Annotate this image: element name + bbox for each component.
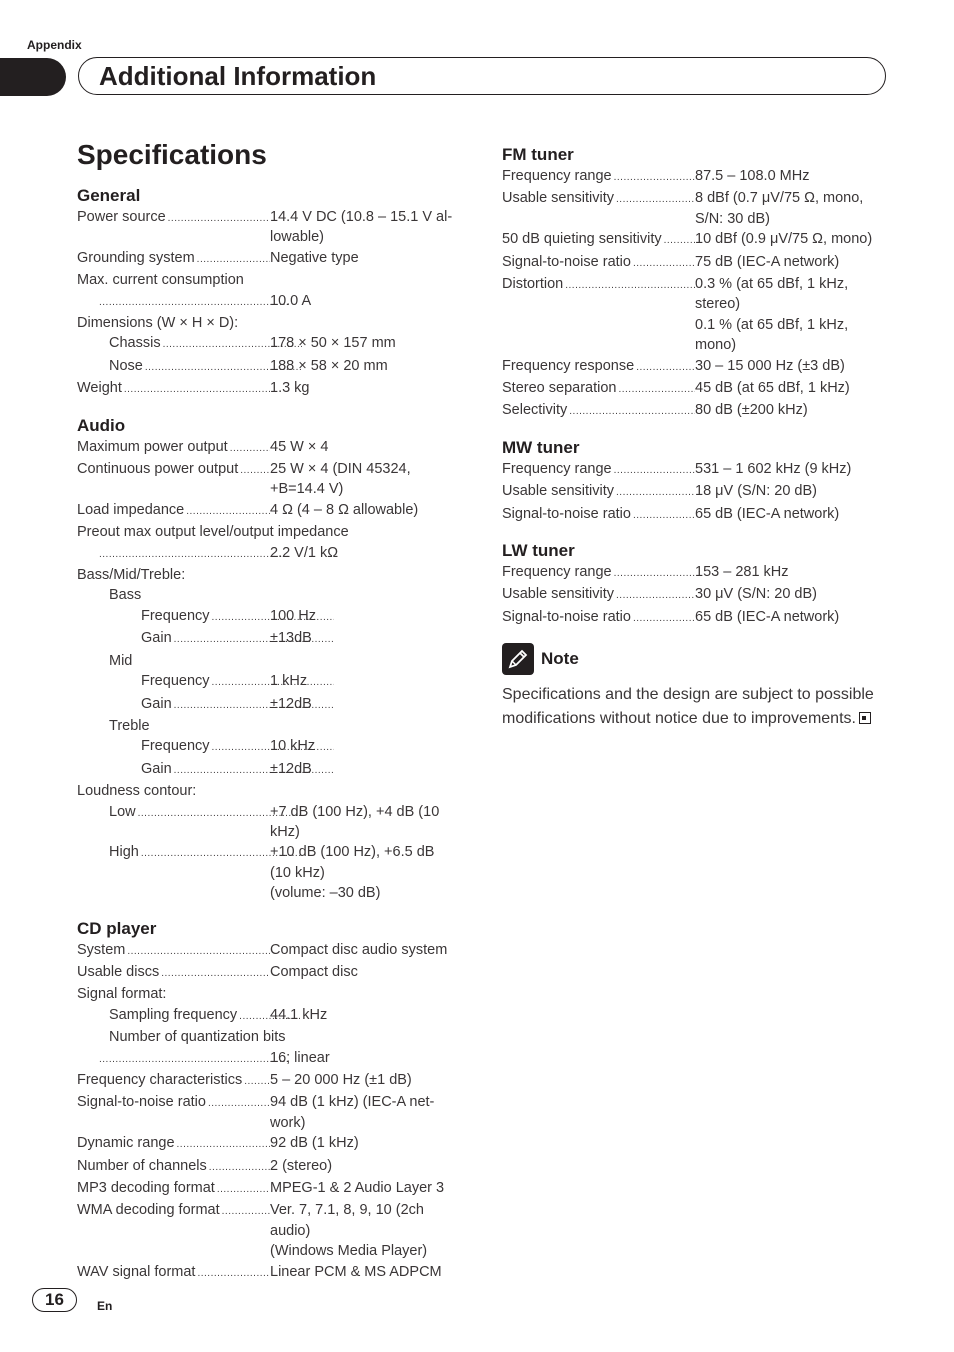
spec-group <box>502 437 884 526</box>
spec-value <box>695 504 885 524</box>
dot-leader <box>228 437 270 459</box>
spec-value <box>270 759 465 779</box>
spec-label: Number of quantization bits <box>109 1029 286 1046</box>
spec-label: Maximum power output <box>77 438 228 455</box>
spec-label: Stereo separation <box>502 380 617 397</box>
spec-value <box>695 459 885 479</box>
spec-value-line: 0.1 % (at 65 dBf, 1 kHz, <box>695 316 849 333</box>
spec-value <box>270 459 465 500</box>
spec-label: Bass/Mid/Treble: <box>77 567 186 584</box>
spec-value-line: ±12dB <box>270 760 312 777</box>
spec-group-title: General <box>77 186 141 205</box>
dot-leader <box>195 248 270 270</box>
spec-label: Signal-to-noise ratio <box>502 253 631 270</box>
spec-row <box>502 584 884 606</box>
spec-row <box>502 356 884 378</box>
dot-leader <box>159 962 270 984</box>
spec-value-line: Linear PCM & MS ADPCM <box>270 1263 442 1280</box>
spec-value-line: 10 kHz <box>270 738 316 755</box>
spec-value-line: 1 kHz <box>270 673 308 690</box>
spec-row <box>77 842 462 903</box>
spec-value-line: 2.2 V/1 kΩ <box>270 544 339 561</box>
spec-group-title: MW tuner <box>502 437 580 457</box>
spec-value <box>270 736 465 756</box>
spec-value <box>270 1092 465 1133</box>
spec-value-line: 4 Ω (4 – 8 Ω allowable) <box>270 501 419 518</box>
spec-value <box>270 671 465 691</box>
spec-value <box>695 607 885 627</box>
spec-label: System <box>77 941 126 958</box>
spec-group-title: CD player <box>77 918 157 938</box>
spec-value <box>270 356 465 376</box>
dot-leader <box>97 1048 290 1070</box>
spec-label: Frequency range <box>502 460 612 477</box>
section-header-bar <box>78 57 886 95</box>
spec-value-line: 94 dB (1 kHz) (IEC-A net- <box>270 1094 435 1111</box>
spec-label: Continuous power output <box>77 461 239 478</box>
spec-value <box>270 207 465 248</box>
note-label: Note <box>541 649 579 669</box>
spec-row <box>77 248 462 270</box>
spec-list <box>502 166 884 423</box>
right-column <box>502 144 884 731</box>
spec-value <box>270 248 465 268</box>
spec-value <box>270 606 465 626</box>
spec-value <box>270 962 465 982</box>
spec-row <box>502 229 884 251</box>
spec-row <box>77 522 462 542</box>
spec-row <box>502 607 884 629</box>
spec-value-line: 14.4 V DC (10.8 – 15.1 V al- <box>270 209 453 225</box>
dot-leader <box>631 504 695 526</box>
spec-row <box>77 313 462 333</box>
spec-row <box>502 166 884 188</box>
spec-value-line: kHz) <box>270 823 300 840</box>
spec-value <box>270 940 465 960</box>
spec-label: Bass <box>109 587 142 604</box>
spec-value-line: 45 W × 4 <box>270 438 329 455</box>
spec-value <box>270 500 465 520</box>
spec-value <box>695 274 885 356</box>
spec-value <box>695 400 885 420</box>
spec-row <box>77 716 462 736</box>
spec-label: Selectivity <box>502 402 568 419</box>
spec-value-line: ±12dB <box>270 695 312 712</box>
spec-value <box>695 481 885 501</box>
spec-value-line: 100 Hz <box>270 607 316 624</box>
spec-value-line: 188 × 58 × 20 mm <box>270 357 388 374</box>
spec-value <box>270 1005 465 1025</box>
spec-label: Signal format: <box>77 986 167 1003</box>
spec-value-line: 30 μV (S/N: 20 dB) <box>695 586 817 603</box>
spec-row <box>502 188 884 229</box>
page-number: 16 <box>32 1288 77 1312</box>
spec-row <box>502 400 884 422</box>
dot-leader <box>125 940 270 962</box>
spec-label: Chassis <box>109 335 161 352</box>
spec-label: Frequency <box>141 673 210 690</box>
spec-value-line: (volume: –30 dB) <box>270 885 381 902</box>
dot-leader <box>563 274 695 296</box>
spec-label: Signal-to-noise ratio <box>502 608 631 625</box>
spec-group <box>77 415 462 904</box>
spec-row <box>77 736 462 758</box>
spec-label: Usable sensitivity <box>502 483 615 500</box>
spec-label: Frequency characteristics <box>77 1071 243 1088</box>
spec-list <box>502 459 884 526</box>
spec-value <box>270 1048 465 1068</box>
spec-label: Dimensions (W × H × D): <box>77 315 239 332</box>
spec-label: Frequency <box>141 738 210 755</box>
dot-leader <box>634 356 695 378</box>
spec-row <box>77 270 462 290</box>
spec-value-line: +7 dB (100 Hz), +4 dB (10 <box>270 803 440 820</box>
spec-value <box>695 378 885 398</box>
spec-list <box>77 207 462 401</box>
spec-value-line: 44.1 kHz <box>270 1006 328 1023</box>
spec-row <box>77 1027 462 1047</box>
spec-value <box>695 229 885 249</box>
spec-value-line: Compact disc <box>270 963 358 980</box>
spec-label: Frequency range <box>502 168 612 184</box>
left-column <box>77 185 462 1298</box>
language-code: En <box>97 1299 113 1313</box>
spec-value <box>695 252 885 272</box>
spec-value-line: 87.5 – 108.0 MHz <box>695 168 810 184</box>
spec-label: Grounding system <box>77 249 195 266</box>
spec-value-line: 18 μV (S/N: 20 dB) <box>695 483 817 500</box>
spec-row <box>77 651 462 671</box>
section-tab-marker <box>0 58 66 96</box>
spec-value <box>695 166 885 186</box>
spec-row <box>502 252 884 274</box>
dot-leader <box>614 188 695 210</box>
dot-leader <box>631 252 695 274</box>
spec-label: Distortion <box>502 276 564 293</box>
dot-leader <box>567 400 695 422</box>
spec-row <box>77 1048 462 1070</box>
note-body: Specifications and the design are subject to possible modifications without notice due to improvements. <box>502 686 874 728</box>
spec-value-line: 80 dB (±200 kHz) <box>695 402 808 419</box>
spec-value <box>695 562 885 582</box>
pencil-icon <box>502 643 534 675</box>
spec-row <box>77 802 462 843</box>
spec-row <box>502 378 884 400</box>
spec-value <box>270 1070 465 1090</box>
spec-value <box>270 333 465 353</box>
spec-value <box>695 584 885 604</box>
spec-row <box>77 207 462 248</box>
spec-label: Nose <box>109 357 143 374</box>
spec-value <box>270 1178 465 1198</box>
spec-value-line: 10.0 A <box>270 292 312 309</box>
spec-row <box>77 565 462 585</box>
spec-value-line: Compact disc audio system <box>270 941 448 958</box>
spec-row <box>77 1092 462 1133</box>
spec-value <box>270 1156 465 1176</box>
spec-value-line: (10 kHz) <box>270 864 325 881</box>
spec-row <box>77 940 462 962</box>
dot-leader <box>238 459 270 481</box>
spec-value-line: 0.3 % (at 65 dBf, 1 kHz, <box>695 276 849 293</box>
spec-value-line: 8 dBf (0.7 μV/75 Ω, mono, <box>695 190 864 207</box>
spec-value-line: 531 – 1 602 kHz (9 kHz) <box>695 460 852 477</box>
dot-leader <box>242 1070 270 1092</box>
spec-row <box>77 585 462 605</box>
note-text <box>502 683 887 731</box>
spec-value-line: (Windows Media Player) <box>270 1243 428 1260</box>
spec-value <box>270 628 465 648</box>
spec-group <box>502 540 884 629</box>
spec-label: WAV signal format <box>77 1263 196 1280</box>
right-spec-groups <box>502 144 884 629</box>
spec-list <box>77 437 462 904</box>
spec-label: Signal-to-noise ratio <box>502 505 631 522</box>
spec-row <box>77 543 462 565</box>
spec-value-line: 2 (stereo) <box>270 1157 333 1174</box>
spec-value <box>270 694 465 714</box>
spec-value-line: MPEG-1 & 2 Audio Layer 3 <box>270 1179 445 1196</box>
dot-leader <box>122 378 270 400</box>
spec-row <box>77 984 462 1004</box>
spec-label: High <box>109 844 139 861</box>
spec-value-line: 25 W × 4 (DIN 45324, <box>270 461 411 478</box>
spec-row <box>77 333 462 355</box>
spec-list <box>77 940 462 1284</box>
spec-label: Usable discs <box>77 963 160 980</box>
dot-leader <box>97 291 290 313</box>
spec-row <box>77 962 462 984</box>
spec-label: Loudness contour: <box>77 783 197 800</box>
spec-label: Gain <box>141 630 172 647</box>
dot-leader <box>612 562 695 584</box>
spec-value <box>270 802 465 843</box>
spec-label: Usable sensitivity <box>502 190 615 207</box>
section-title: Additional Information <box>99 61 377 91</box>
end-mark-icon <box>859 712 871 724</box>
spec-label: Frequency range <box>502 564 612 581</box>
dot-leader <box>97 543 290 565</box>
spec-label: Signal-to-noise ratio <box>77 1094 206 1111</box>
spec-label: Number of channels <box>77 1157 207 1174</box>
note-header <box>502 643 884 675</box>
spec-value <box>270 543 465 563</box>
spec-label: Frequency <box>141 607 210 624</box>
spec-value-line: 65 dB (IEC-A network) <box>695 608 840 625</box>
spec-value-line: 5 – 20 000 Hz (±1 dB) <box>270 1071 412 1088</box>
spec-value-line: audio) <box>270 1222 311 1239</box>
spec-value-line: 16; linear <box>270 1049 330 1066</box>
spec-value <box>270 1200 465 1261</box>
spec-row <box>77 781 462 801</box>
spec-row <box>77 291 462 313</box>
spec-row <box>77 1262 462 1284</box>
spec-value <box>270 378 465 398</box>
spec-label: Frequency response <box>502 357 635 374</box>
dot-leader <box>195 1262 270 1284</box>
spec-value-line: lowable) <box>270 229 324 246</box>
dot-leader <box>614 481 695 503</box>
spec-value-line: 30 – 15 000 Hz (±3 dB) <box>695 357 845 374</box>
spec-value-line: 92 dB (1 kHz) <box>270 1135 359 1152</box>
spec-row <box>77 694 462 716</box>
spec-row <box>77 1005 462 1027</box>
spec-row <box>77 378 462 400</box>
spec-value-line: 1.3 kg <box>270 380 310 397</box>
dot-leader <box>220 1200 270 1222</box>
spec-value-line: +B=14.4 V) <box>270 481 344 498</box>
spec-row <box>502 504 884 526</box>
spec-value <box>270 1133 465 1153</box>
spec-label: Dynamic range <box>77 1135 175 1152</box>
spec-label: Treble <box>109 717 150 734</box>
spec-value-line: 153 – 281 kHz <box>695 564 789 581</box>
spec-label: Load impedance <box>77 501 185 518</box>
spec-label: Weight <box>77 380 122 397</box>
spec-label: WMA decoding format <box>77 1202 220 1219</box>
spec-row <box>77 671 462 693</box>
dot-leader <box>215 1178 270 1200</box>
spec-row <box>77 1133 462 1155</box>
spec-value <box>695 188 885 229</box>
spec-label: Gain <box>141 695 172 712</box>
dot-leader <box>166 207 270 229</box>
dot-leader <box>614 584 695 606</box>
spec-group <box>77 918 462 1284</box>
spec-value-line: ±13dB <box>270 630 312 647</box>
spec-label: Max. current consumption <box>77 272 244 289</box>
spec-value-line: 178 × 50 × 157 mm <box>270 335 396 352</box>
dot-leader <box>631 607 695 629</box>
spec-row <box>502 562 884 584</box>
spec-value-line: 45 dB (at 65 dBf, 1 kHz) <box>695 380 850 397</box>
spec-value-line: Ver. 7, 7.1, 8, 9, 10 (2ch <box>270 1202 424 1219</box>
spec-row <box>502 274 884 356</box>
spec-value <box>270 437 465 457</box>
dot-leader <box>206 1092 270 1114</box>
spec-row <box>77 1200 462 1261</box>
spec-label: Low <box>109 803 136 820</box>
spec-row <box>77 1156 462 1178</box>
spec-value-line: 10 dBf (0.9 μV/75 Ω, mono) <box>695 231 873 248</box>
spec-row <box>77 1178 462 1200</box>
spec-value-line: S/N: 30 dB) <box>695 210 770 227</box>
page-title: Specifications <box>77 139 267 170</box>
spec-value-line: work) <box>270 1114 306 1131</box>
spec-value <box>270 842 465 903</box>
spec-label: Sampling frequency <box>109 1006 238 1023</box>
spec-row <box>77 606 462 628</box>
spec-value-line: +10 dB (100 Hz), +6.5 dB <box>270 844 435 861</box>
spec-value-line: 75 dB (IEC-A network) <box>695 253 840 270</box>
spec-value-line: 65 dB (IEC-A network) <box>695 505 840 522</box>
spec-value-line: mono) <box>695 337 737 354</box>
spec-row <box>77 1070 462 1092</box>
dot-leader <box>184 500 270 522</box>
spec-value-line: stereo) <box>695 296 741 313</box>
spec-row <box>77 500 462 522</box>
spec-label: 50 dB quieting sensitivity <box>502 231 662 248</box>
spec-group-title: Audio <box>77 415 126 435</box>
dot-leader <box>207 1156 270 1178</box>
note-box <box>502 643 884 731</box>
spec-row <box>77 437 462 459</box>
appendix-label: Appendix <box>27 38 82 52</box>
spec-group <box>502 144 884 423</box>
spec-group-title: FM tuner <box>502 145 574 164</box>
spec-label: Power source <box>77 209 166 225</box>
spec-value-line: Negative type <box>270 249 359 266</box>
dot-leader <box>616 378 695 400</box>
spec-row <box>77 628 462 650</box>
spec-row <box>77 459 462 500</box>
spec-row <box>77 759 462 781</box>
spec-value <box>270 1262 465 1282</box>
dot-leader <box>662 229 695 251</box>
spec-row <box>502 481 884 503</box>
spec-group-title: LW tuner <box>502 541 575 561</box>
spec-label: Gain <box>141 760 172 777</box>
dot-leader <box>175 1133 270 1155</box>
spec-value <box>695 356 885 376</box>
spec-group <box>77 185 462 401</box>
spec-label: Preout max output level/output impedance <box>77 524 349 541</box>
spec-value <box>270 291 465 311</box>
spec-row <box>502 459 884 481</box>
dot-leader <box>612 166 695 188</box>
spec-label: Mid <box>109 652 133 669</box>
spec-row <box>77 356 462 378</box>
spec-label: Usable sensitivity <box>502 586 615 603</box>
spec-list <box>502 562 884 629</box>
dot-leader <box>612 459 695 481</box>
spec-label: MP3 decoding format <box>77 1179 215 1196</box>
